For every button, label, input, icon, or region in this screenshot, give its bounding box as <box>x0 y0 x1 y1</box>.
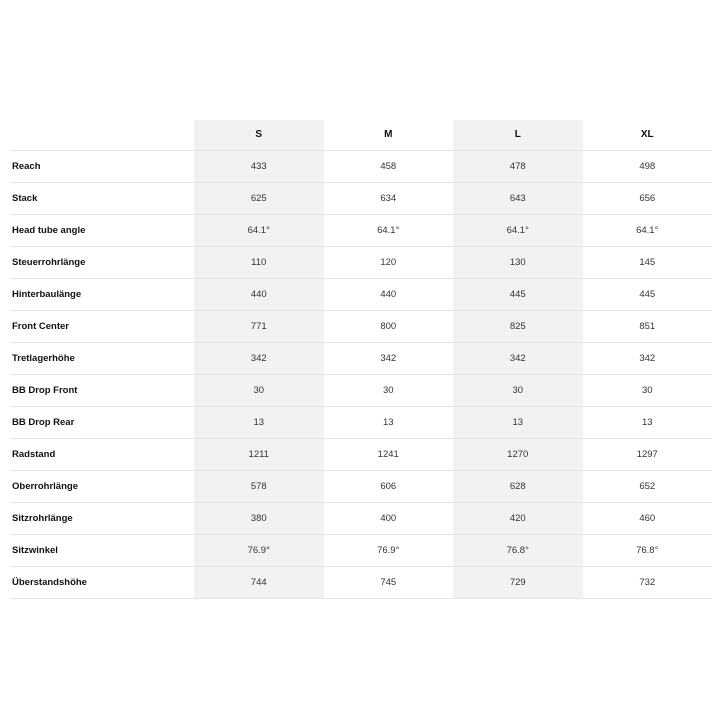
cell-l: 643 <box>453 182 583 214</box>
cell-l: 130 <box>453 246 583 278</box>
cell-l: 420 <box>453 502 583 534</box>
cell-xl: 342 <box>583 342 713 374</box>
cell-xl: 1297 <box>583 438 713 470</box>
table-row <box>10 470 712 502</box>
cell-s: 13 <box>194 406 324 438</box>
header-corner-cell <box>10 120 194 150</box>
cell-m: 458 <box>324 150 454 182</box>
cell-l: 1270 <box>453 438 583 470</box>
cell-m: 76.9° <box>324 534 454 566</box>
cell-m: 64.1° <box>324 214 454 246</box>
size-header-l: L <box>453 120 583 150</box>
row-label: Front Center <box>10 310 194 342</box>
table-row <box>10 342 712 374</box>
table-row <box>10 278 712 310</box>
table-header <box>10 120 712 150</box>
table-row <box>10 310 712 342</box>
cell-s: 440 <box>194 278 324 310</box>
cell-s: 342 <box>194 342 324 374</box>
table-row <box>10 438 712 470</box>
cell-xl: 30 <box>583 374 713 406</box>
row-label: Hinterbaulänge <box>10 278 194 310</box>
cell-s: 76.9° <box>194 534 324 566</box>
cell-xl: 445 <box>583 278 713 310</box>
cell-s: 1211 <box>194 438 324 470</box>
cell-s: 744 <box>194 566 324 598</box>
cell-s: 110 <box>194 246 324 278</box>
row-label: Steuerrohrlänge <box>10 246 194 278</box>
cell-m: 30 <box>324 374 454 406</box>
cell-m: 745 <box>324 566 454 598</box>
row-label: Sitzrohrlänge <box>10 502 194 534</box>
size-header-s: S <box>194 120 324 150</box>
table-row <box>10 246 712 278</box>
cell-s: 380 <box>194 502 324 534</box>
row-label: Tretlagerhöhe <box>10 342 194 374</box>
row-label: Überstandshöhe <box>10 566 194 598</box>
table-row <box>10 214 712 246</box>
row-label: Head tube angle <box>10 214 194 246</box>
cell-m: 800 <box>324 310 454 342</box>
cell-xl: 64.1° <box>583 214 713 246</box>
cell-s: 625 <box>194 182 324 214</box>
cell-l: 445 <box>453 278 583 310</box>
cell-m: 342 <box>324 342 454 374</box>
cell-xl: 76.8° <box>583 534 713 566</box>
row-label: Sitzwinkel <box>10 534 194 566</box>
table-row <box>10 406 712 438</box>
cell-s: 578 <box>194 470 324 502</box>
row-label: Reach <box>10 150 194 182</box>
size-header-m: M <box>324 120 454 150</box>
cell-m: 1241 <box>324 438 454 470</box>
row-label: Radstand <box>10 438 194 470</box>
cell-m: 440 <box>324 278 454 310</box>
table-row <box>10 150 712 182</box>
table-row <box>10 566 712 598</box>
cell-m: 13 <box>324 406 454 438</box>
table-row <box>10 182 712 214</box>
cell-xl: 13 <box>583 406 713 438</box>
cell-xl: 145 <box>583 246 713 278</box>
cell-xl: 460 <box>583 502 713 534</box>
cell-l: 628 <box>453 470 583 502</box>
cell-l: 729 <box>453 566 583 598</box>
cell-m: 400 <box>324 502 454 534</box>
geometry-table <box>10 120 712 599</box>
cell-xl: 656 <box>583 182 713 214</box>
cell-xl: 851 <box>583 310 713 342</box>
row-label: Stack <box>10 182 194 214</box>
cell-m: 606 <box>324 470 454 502</box>
cell-m: 120 <box>324 246 454 278</box>
cell-l: 30 <box>453 374 583 406</box>
cell-s: 771 <box>194 310 324 342</box>
table-body <box>10 150 712 598</box>
cell-xl: 652 <box>583 470 713 502</box>
cell-l: 825 <box>453 310 583 342</box>
cell-s: 64.1° <box>194 214 324 246</box>
geometry-table-container <box>10 120 712 599</box>
row-label: BB Drop Front <box>10 374 194 406</box>
cell-xl: 732 <box>583 566 713 598</box>
cell-m: 634 <box>324 182 454 214</box>
row-label: BB Drop Rear <box>10 406 194 438</box>
size-header-xl: XL <box>583 120 713 150</box>
header-row <box>10 120 712 150</box>
cell-l: 76.8° <box>453 534 583 566</box>
cell-l: 64.1° <box>453 214 583 246</box>
table-row <box>10 502 712 534</box>
table-row <box>10 374 712 406</box>
cell-l: 13 <box>453 406 583 438</box>
table-row <box>10 534 712 566</box>
cell-l: 478 <box>453 150 583 182</box>
row-label: Oberrohrlänge <box>10 470 194 502</box>
cell-s: 433 <box>194 150 324 182</box>
cell-xl: 498 <box>583 150 713 182</box>
cell-s: 30 <box>194 374 324 406</box>
cell-l: 342 <box>453 342 583 374</box>
